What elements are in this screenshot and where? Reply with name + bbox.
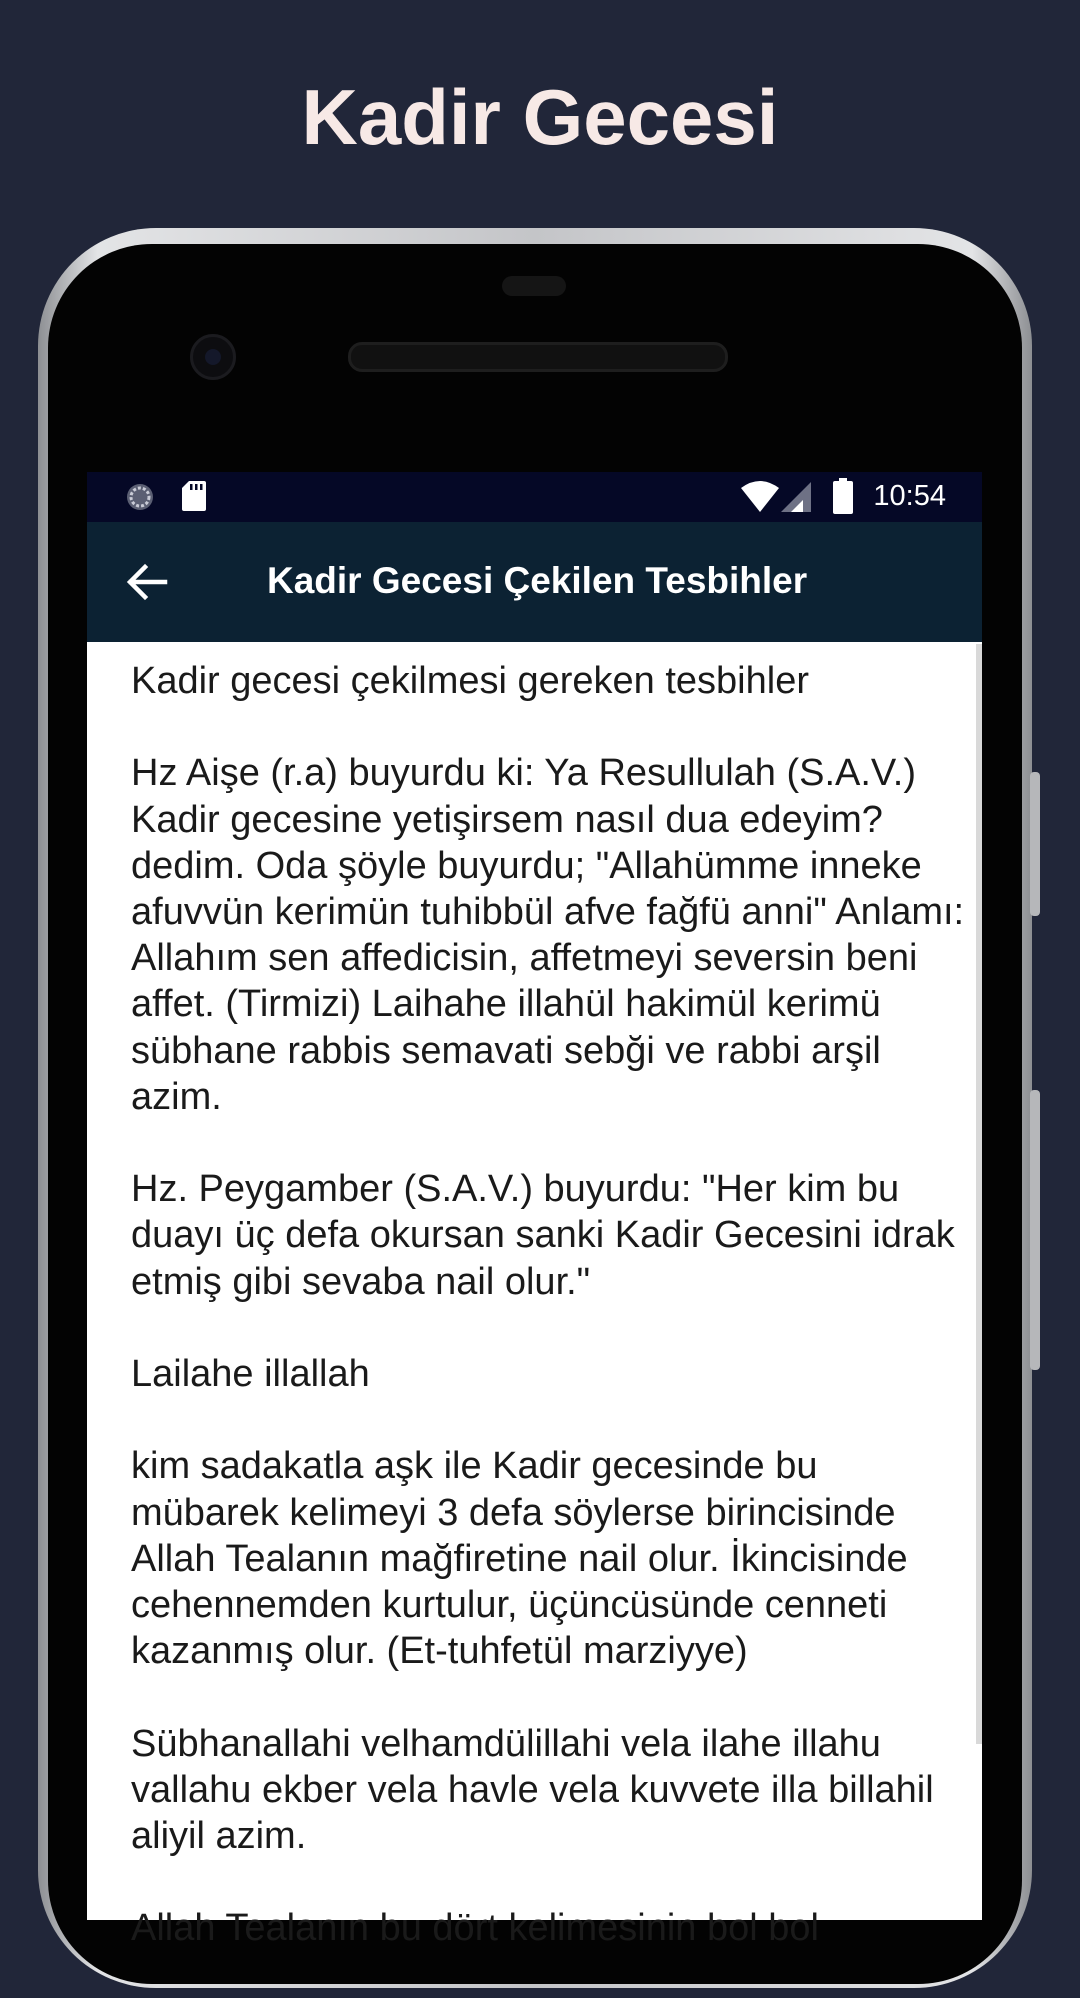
app-screen (87, 472, 982, 1950)
status-time: 10:54 (873, 480, 946, 512)
scrollbar[interactable] (976, 644, 982, 1744)
status-bar (87, 472, 982, 522)
content-paragraph: Hz. Peygamber (S.A.V.) buyurdu: "Her kim bu duayı üç defa okursan sanki Kadir Gecesini idrak etmiş gibi sevaba nail olur." (131, 1168, 955, 1303)
arrow-left-icon (117, 552, 177, 612)
wifi-icon (741, 482, 779, 512)
content-paragraph: Allah Tealanın bu dört kelimesinin bol bol (131, 1907, 819, 1950)
app-bar-title: Kadir Gecesi Çekilen Tesbihler (267, 560, 808, 601)
content-paragraph: Sübhanallahi velhamdülillahi vela ilahe illahu vallahu ekber vela havle vela kuvvete illa billahil aliyil azim. (131, 1722, 934, 1857)
battery-icon (833, 478, 853, 514)
cellular-signal-icon (781, 482, 811, 512)
content-paragraph: Lailahe illallah (131, 1353, 370, 1395)
back-button[interactable] (117, 552, 177, 612)
content-paragraph: kim sadakatla aşk ile Kadir gecesinde bu mübarek kelimeyi 3 defa söylerse birincisinde Allah Tealanın mağfiretine nail olur. İkincisinde cehennemden kurtulur, üçüncüsünde cenneti kazanmış olur. (Et-tuhfetül marziyye) (131, 1445, 908, 1673)
earpiece-speaker (348, 342, 728, 372)
tesbih-content[interactable] (131, 658, 971, 1998)
power-button (1030, 1090, 1040, 1370)
front-camera (190, 334, 236, 380)
sd-card-icon (182, 481, 206, 511)
content-paragraph: Kadir gecesi çekilmesi gereken tesbihler (131, 660, 809, 702)
promo-title: Kadir Gecesi (301, 73, 779, 161)
content-paragraph: Hz Aişe (r.a) buyurdu ki: Ya Resullulah (S.A.V.) Kadir gecesine yetişirsem nasıl dua edeyim? dedim. Oda şöyle buyurdu; "Allahümme inneke afuvvün kerimün tuhibbül afve fağfü anni" Anlamı: Allahım sen affedicisin, affetmeyi seversin beni affet. (Tirmizi) Laihahe illahül hakimül kerimü sübhane rabbis semavati sebği ve rabbi arşil azim. (131, 752, 965, 1118)
proximity-sensor (502, 276, 566, 296)
sync-circle-icon (125, 482, 155, 512)
app-bar (87, 522, 982, 642)
volume-button (1030, 772, 1040, 916)
